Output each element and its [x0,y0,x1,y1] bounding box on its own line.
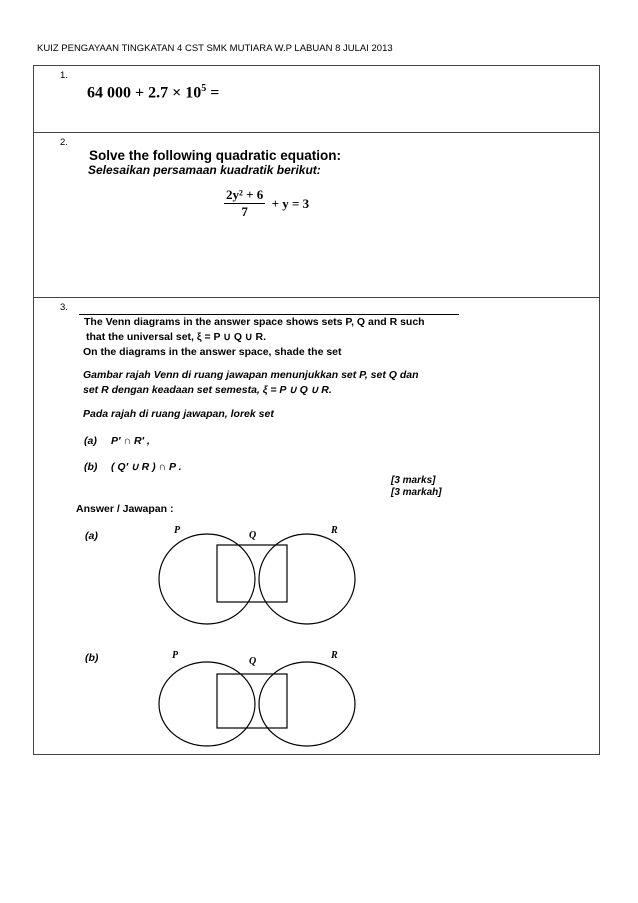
set-q-label: Q [249,656,257,667]
venn-diagram-b [144,646,359,751]
set-q-label: Q [249,530,257,541]
q3-marks-ms: [3 markah] [391,487,442,498]
q3-part-b-label: (b) [84,461,98,473]
question-cell-2 [34,133,600,298]
set-p-label: P [172,650,179,661]
question-row-3 [34,298,600,755]
question-table [33,65,600,755]
set-r-label: R [331,525,338,536]
set-r-circle [259,534,355,624]
q3-line-1: The Venn diagrams in the answer space shows sets P, Q and R such [84,316,425,328]
q3-answer-heading: Answer / Jawapan : [76,503,174,515]
set-p-circle [159,534,255,624]
q1-exponent: 5 [201,83,207,94]
q3-line-2: that the universal set, ξ = P ∪ Q ∪ R. [86,331,267,343]
question-cell-3 [34,298,600,755]
set-r-label: R [331,650,338,661]
set-r-circle [259,662,355,746]
q3-part-a-label: (a) [84,435,97,447]
q1-equals: = [206,84,220,102]
question-number: 1. [60,70,68,81]
q3-part-a-expression: P′ ∩ R′ , [111,435,150,447]
q2-instruction-en: Solve the following quadratic equation: [89,148,342,163]
diagram-a-label: (a) [85,530,98,542]
q2-fraction [224,187,265,220]
question-number: 2. [60,137,68,148]
question-row-1 [34,66,600,133]
q2-numerator: 2y² + 6 [226,187,264,202]
q3-top-rule [79,314,459,315]
q3-line-6: Pada rajah di ruang jawapan, lorek set [83,408,274,420]
q2-denominator: 7 [241,204,248,219]
q3-line-5: set R dengan keadaan set semesta, ξ = P ∪ Q ∪ R. [83,384,332,396]
q1-expression-text: 64 000 + 2.7 × 10 [87,84,202,102]
set-p-label: P [174,525,181,536]
q2-instruction-ms: Selesaikan persamaan kuadratik berikut: [88,163,321,177]
q3-line-3: On the diagrams in the answer space, shade the set [83,346,342,358]
venn-diagram-a [144,523,359,635]
question-number: 3. [60,302,68,313]
q3-marks-en: [3 marks] [391,475,436,486]
q3-line-4: Gambar rajah Venn di ruang jawapan menunjukkan set P, set Q dan [83,369,419,381]
question-row-2 [34,133,600,298]
question-cell-1 [34,66,600,133]
q3-part-b-expression: ( Q′ ∪ R ) ∩ P . [111,461,182,473]
diagram-b-label: (b) [85,652,99,664]
page-header: KUIZ PENGAYAAN TINGKATAN 4 CST SMK MUTIARA W.P LABUAN 8 JULAI 2013 [37,43,393,54]
q2-equation-rest: + y = 3 [271,195,310,211]
q2-equation [224,187,309,220]
q1-expression [87,83,219,102]
